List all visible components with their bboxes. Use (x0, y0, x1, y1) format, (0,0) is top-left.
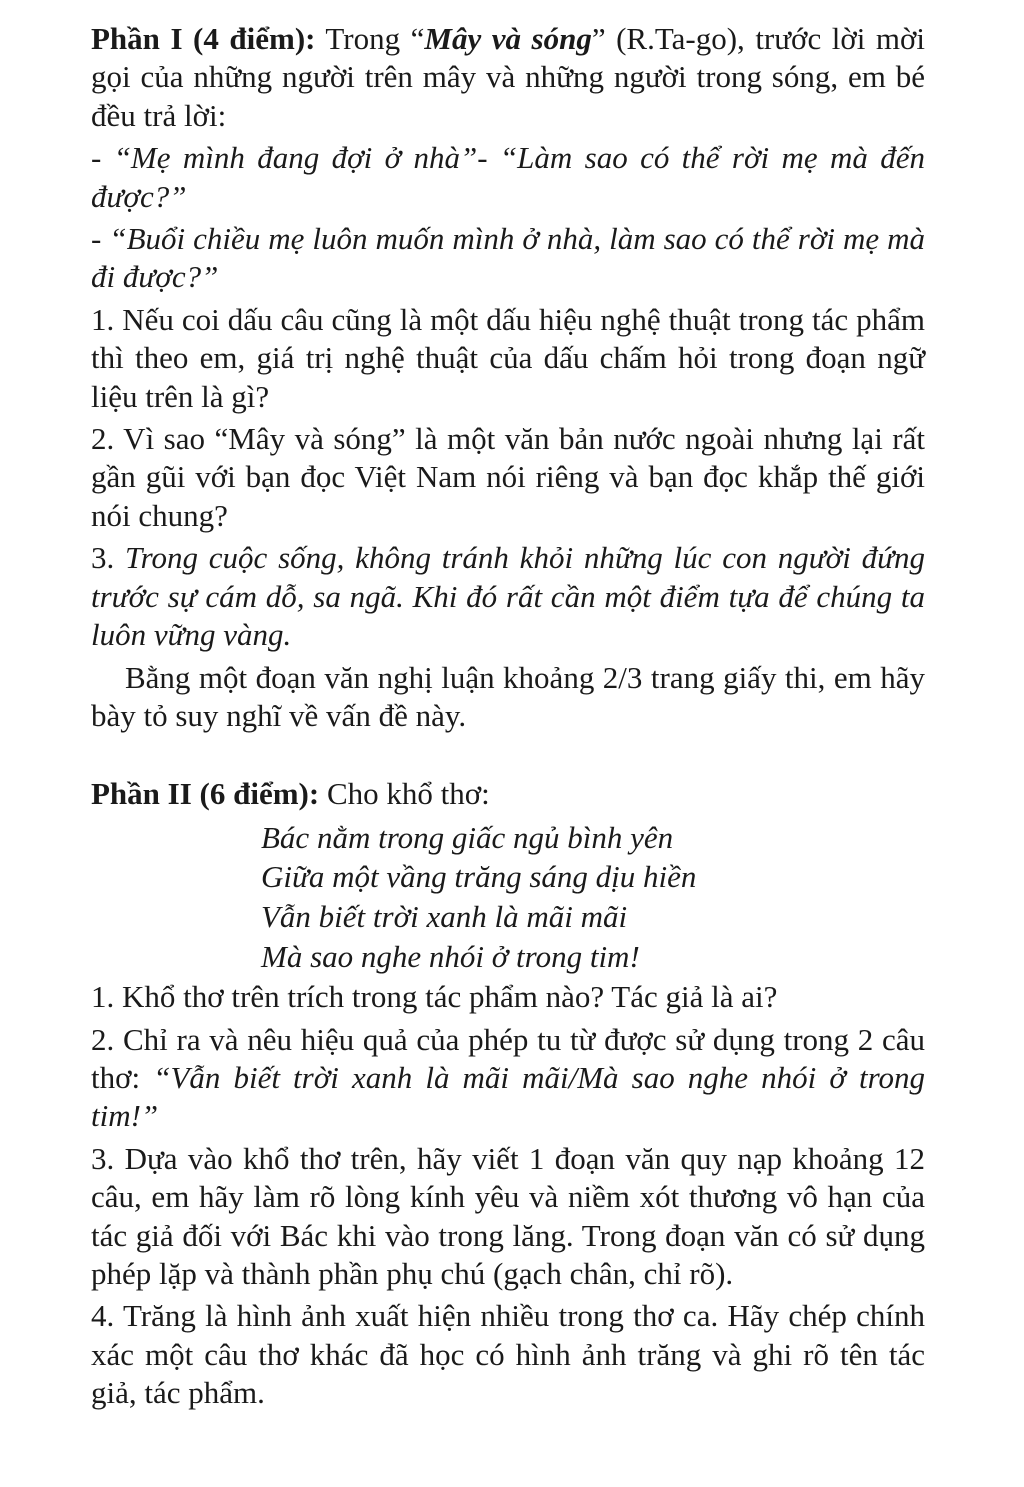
part1-question-1: 1. Nếu coi dấu câu cũng là một dấu hiệu nghệ thuật trong tác phẩm thì theo em, giá trị nghệ thuật của dấu chấm hỏi trong đoạn ngữ liệu trên là gì? (91, 301, 925, 414)
poem-line: Mà sao nghe nhói ở trong tim! (261, 938, 640, 974)
part2-question-3: 3. Dựa vào khổ thơ trên, hãy viết 1 đoạn văn quy nạp khoảng 12 câu, em hãy làm rõ lòng kính yêu và niềm xót thương vô hạn của tác giả đối với Bác khi vào trong lăng. Trong đoạn văn có sử dụng phép lặp và thành phần phụ chú (gạch chân, chỉ rõ). (91, 1140, 925, 1291)
part2-question-4: 4. Trăng là hình ảnh xuất hiện nhiều trong thơ ca. Hãy chép chính xác một câu thơ khác đã học có hình ảnh trăng và ghi rõ tên tác giả, tác phẩm. (91, 1298, 925, 1411)
q3-number: 3. (91, 540, 126, 576)
part1-question-3 (91, 539, 925, 654)
part2-question-2 (91, 1021, 925, 1136)
q2-quoted-lines: “Vẫn biết trời xanh là mãi mãi/Mà sao nghe nhói ở trong tim!” (91, 1059, 926, 1134)
poem-line: Vẫn biết trời xanh là mãi mãi (261, 898, 628, 934)
part2-heading: Phần II (6 điểm): (91, 776, 320, 812)
quote1-dash: - (91, 140, 114, 176)
document-page (91, 20, 925, 1417)
quote2-dash: - (91, 221, 110, 257)
part1-question-2: 2. Vì sao “Mây và sóng” là một văn bản nước ngoài nhưng lại rất gần gũi với bạn đọc Việt Nam nói riêng và bạn đọc khắp thế giới nói chung? (91, 421, 925, 533)
part1-work-title: Mây và sóng (424, 21, 592, 56)
part1-intro (91, 20, 925, 135)
part1-quote-2 (91, 220, 925, 297)
q2-prompt: 2. Chỉ ra và nêu hiệu quả của phép tu từ được sử dụng trong 2 câu thơ: (91, 1021, 925, 1095)
part2-intro (91, 775, 925, 813)
part2-question-1: 1. Khổ thơ trên trích trong tác phẩm nào? Tác giả là ai? (91, 979, 778, 1015)
poem-line: Giữa một vầng trăng sáng dịu hiền (261, 859, 697, 895)
part1-question-3-task: Bằng một đoạn văn nghị luận khoảng 2/3 trang giấy thi, em hãy bày tỏ suy nghĩ về vấn đề này. (91, 659, 925, 733)
quote1-text: “Mẹ mình đang đợi ở nhà”- “Làm sao có thể rời mẹ mà đến được?” (91, 140, 925, 214)
part1-intro-pre: Trong “ (315, 21, 425, 56)
poem-stanza (261, 818, 925, 976)
part1-intro-post: ” (R.Ta-go), trước lời mời gọi của những người trên mây và những người trong sóng, em bé đều trả lời: (91, 21, 925, 133)
part2-intro-text: Cho khổ thơ: (319, 776, 490, 812)
part1-heading: Phần I (4 điểm): (91, 21, 316, 56)
part1-quote-1 (91, 139, 925, 216)
quote2-text: “Buổi chiều mẹ luôn muốn mình ở nhà, làm sao có thể rời mẹ mà đi được?” (91, 221, 926, 295)
poem-line: Bác nằm trong giấc ngủ bình yên (261, 819, 674, 855)
q3-statement: Trong cuộc sống, không tránh khỏi những lúc con người đứng trước sự cám dỗ, sa ngã. Khi đó rất cần một điểm tựa để chúng ta luôn vững vàng. (91, 540, 925, 653)
